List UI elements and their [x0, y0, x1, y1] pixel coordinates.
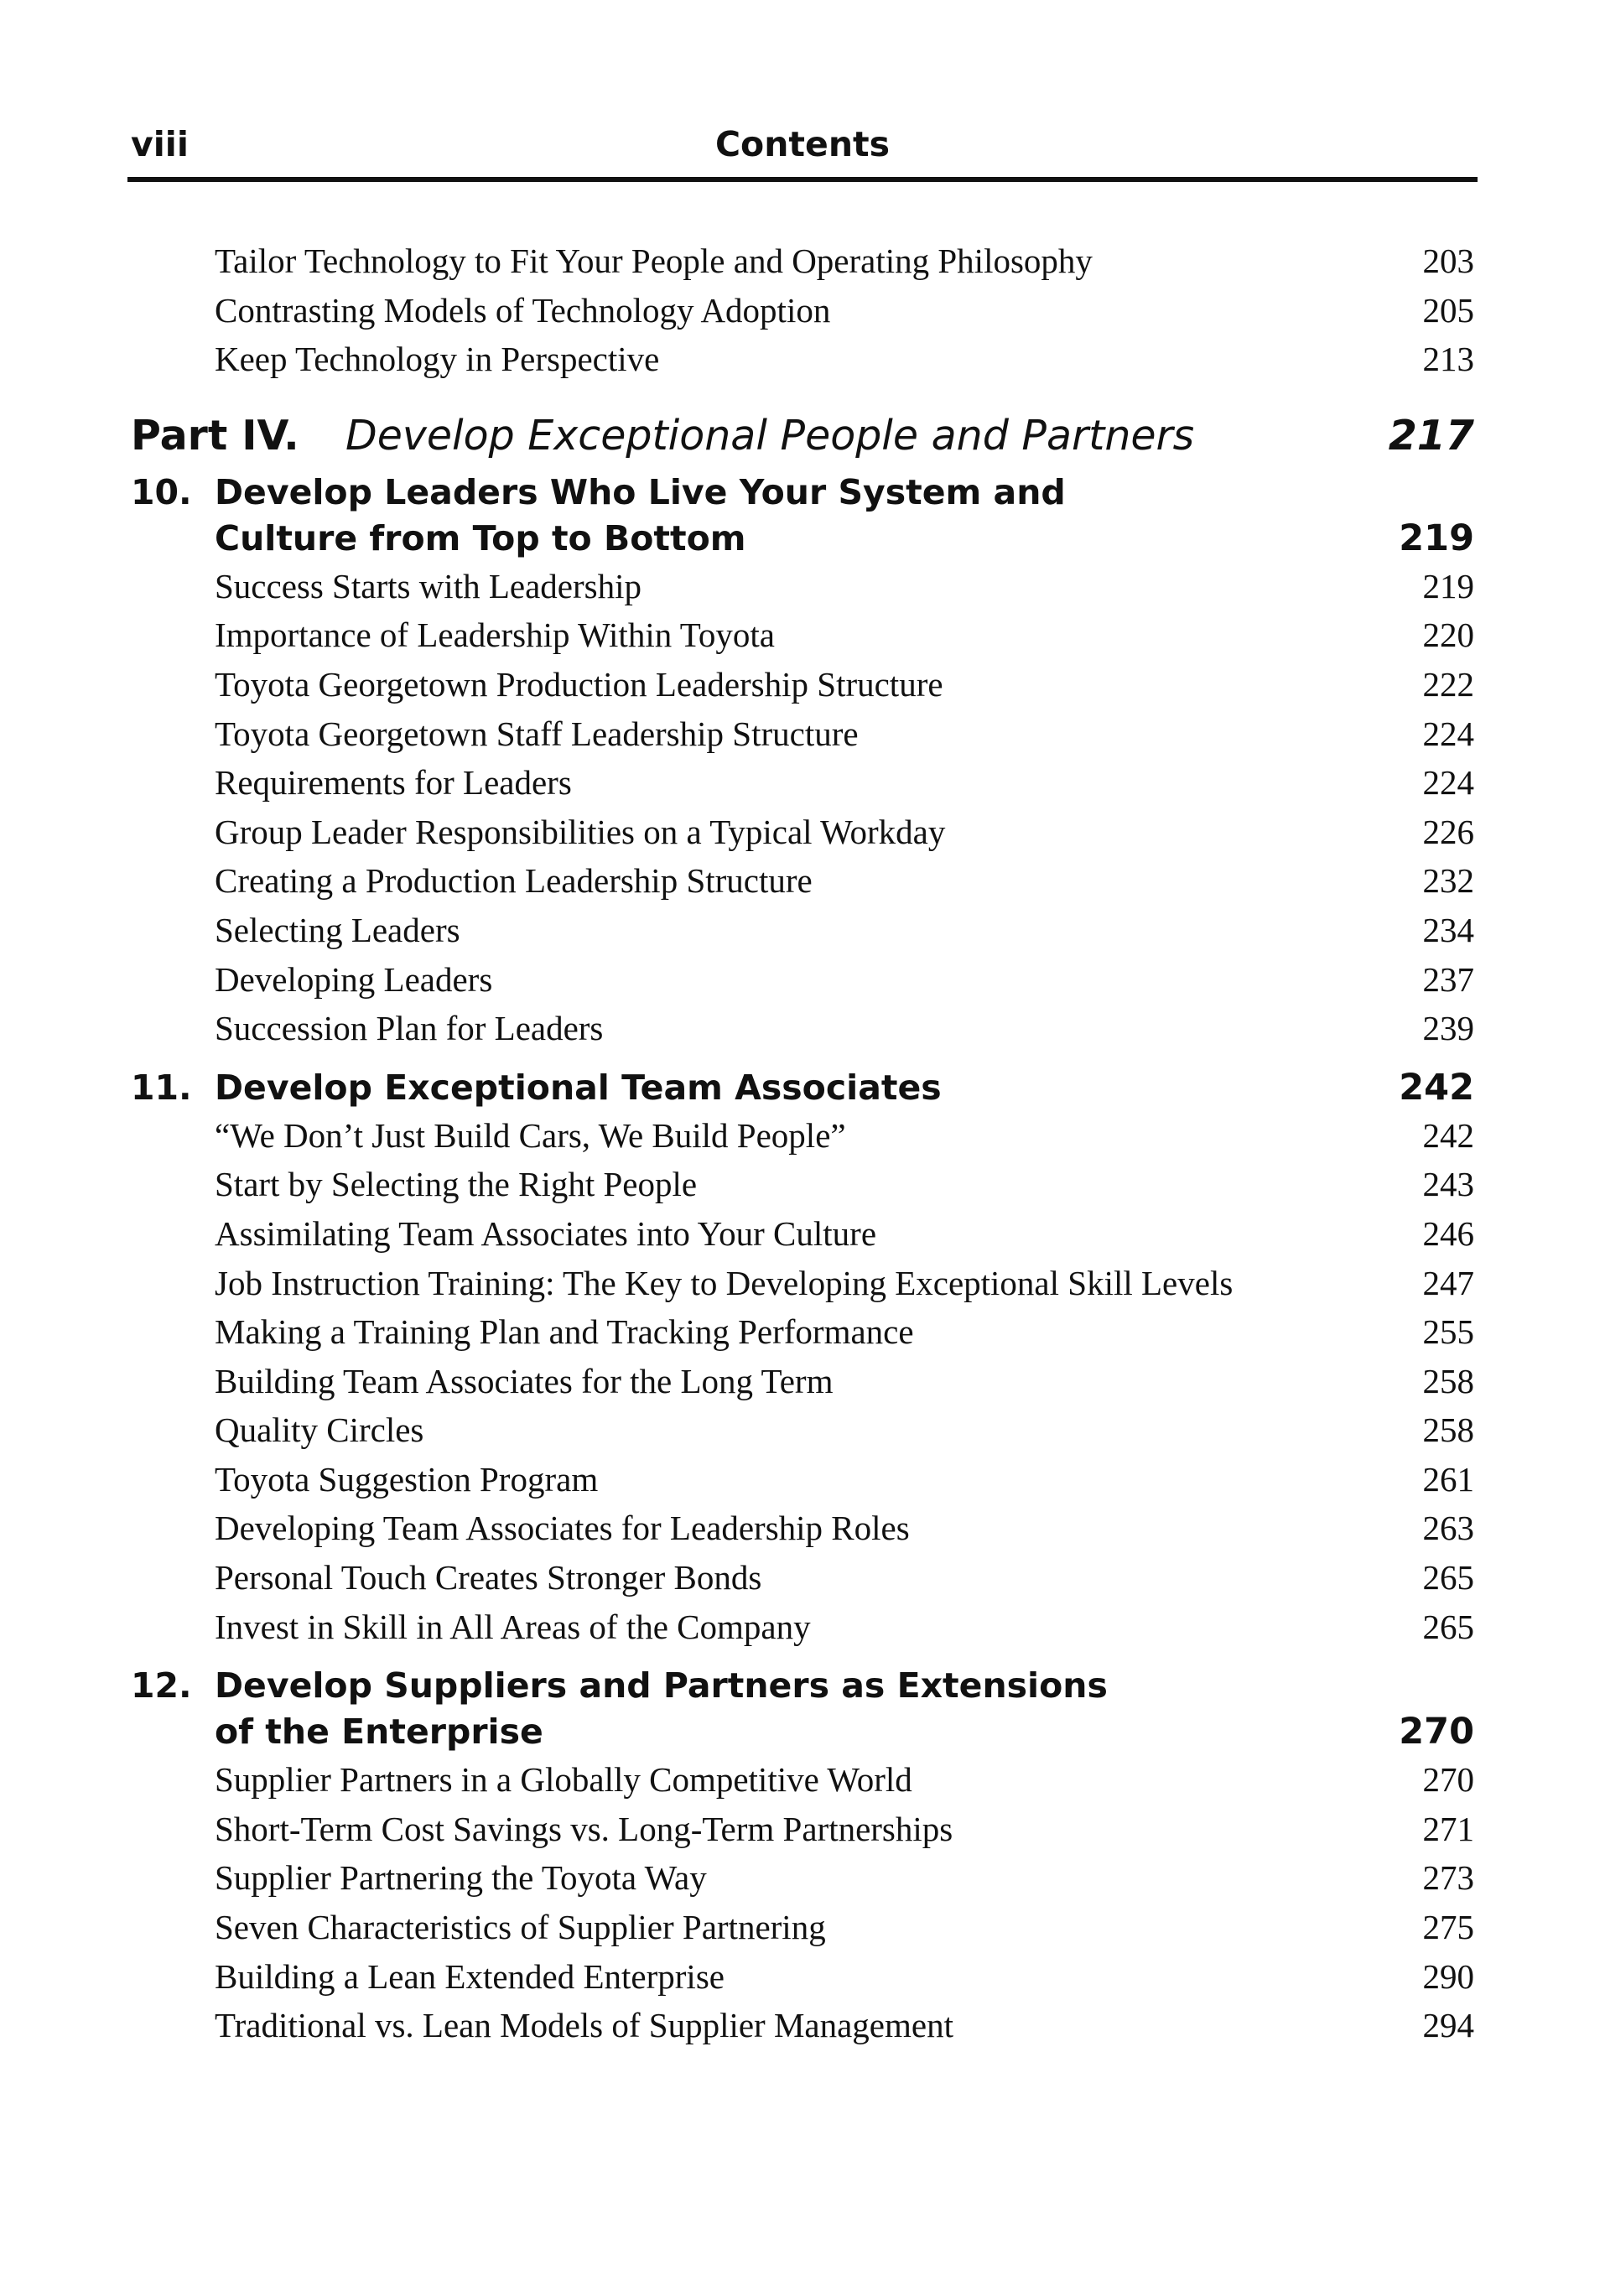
entry-title: Making a Training Plan and Tracking Performance [215, 1312, 914, 1352]
entry-title: Seven Characteristics of Supplier Partnering [215, 1908, 826, 1947]
chapter-entries-12 [127, 1755, 1478, 2050]
entry-page: 258 [1422, 1361, 1474, 1400]
chapter-number: 10. [131, 471, 192, 512]
entry-title: Traditional vs. Lean Models of Supplier Management [215, 2006, 953, 2045]
toc-entry[interactable] [127, 1553, 1478, 1603]
chapter-number: 11. [131, 1067, 192, 1108]
toc-entry[interactable] [127, 906, 1478, 955]
entry-page: 243 [1422, 1165, 1474, 1204]
toc-entry[interactable] [127, 562, 1478, 611]
entry-page: 247 [1422, 1263, 1474, 1302]
toc-entry[interactable] [127, 2001, 1478, 2050]
entry-page: 234 [1422, 910, 1474, 949]
toc-entry[interactable] [127, 335, 1478, 384]
entry-title: Developing Leaders [215, 959, 493, 999]
entry-title: Importance of Leadership Within Toyota [215, 616, 775, 655]
entry-title: Job Instruction Training: The Key to Developing Exceptional Skill Levels [215, 1263, 1234, 1302]
toc-entry[interactable] [127, 236, 1478, 286]
toc-entry[interactable] [127, 1160, 1478, 1209]
entry-page: 239 [1422, 1009, 1474, 1048]
entry-title: Requirements for Leaders [215, 763, 572, 803]
entry-title: Toyota Suggestion Program [215, 1459, 599, 1499]
entry-page: 219 [1422, 566, 1474, 605]
entry-page: 203 [1422, 242, 1474, 280]
entry-title: Supplier Partners in a Globally Competitive World [215, 1760, 912, 1800]
chapter-entries-10 [127, 562, 1478, 1053]
entry-title: Group Leader Responsibilities on a Typical Workday [215, 812, 946, 851]
entry-page: 224 [1422, 763, 1474, 803]
chapter-title-line2: Culture from Top to Bottom [215, 517, 746, 558]
entry-page: 237 [1422, 959, 1474, 999]
entry-title: Start by Selecting the Right People [215, 1165, 698, 1204]
toc-entry[interactable] [127, 1603, 1478, 1652]
part-heading[interactable] [127, 406, 1478, 466]
entry-page: 205 [1422, 290, 1474, 330]
entry-page: 220 [1422, 616, 1474, 655]
entry-title: Succession Plan for Leaders [215, 1009, 604, 1048]
toc-entry[interactable] [127, 856, 1478, 906]
entry-title: Quality Circles [215, 1410, 424, 1450]
chapter-page: 219 [1399, 517, 1474, 559]
chapter-title-line1: Develop Leaders Who Live Your System and [215, 471, 1066, 512]
chapter-title-line1: Develop Exceptional Team Associates [215, 1067, 942, 1108]
toc-entry[interactable] [127, 1952, 1478, 2002]
entry-page: 290 [1422, 1956, 1474, 1996]
toc-entry[interactable] [127, 1755, 1478, 1805]
entry-page: 270 [1422, 1760, 1474, 1800]
entry-title: Tailor Technology to Fit Your People and Operating Philosophy [215, 242, 1093, 280]
entry-title: Invest in Skill in All Areas of the Company [215, 1607, 811, 1646]
chapter-page: 242 [1399, 1066, 1474, 1109]
toc-entry[interactable] [127, 610, 1478, 660]
toc-entry[interactable] [127, 660, 1478, 709]
entry-page: 224 [1422, 714, 1474, 753]
toc-entry[interactable] [127, 1903, 1478, 1952]
entry-page: 294 [1422, 2006, 1474, 2045]
chapter-heading-11[interactable] [127, 1065, 1478, 1111]
chapter-entries-11 [127, 1111, 1478, 1652]
chapter-heading-10[interactable] [127, 470, 1478, 562]
entry-page: 263 [1422, 1509, 1474, 1548]
entry-page: 246 [1422, 1213, 1474, 1253]
toc-entry[interactable] [127, 808, 1478, 857]
toc-entry[interactable] [127, 286, 1478, 335]
toc-entry[interactable] [127, 758, 1478, 808]
entry-title: Toyota Georgetown Staff Leadership Structure [215, 714, 859, 753]
chapter-heading-12[interactable] [127, 1663, 1478, 1755]
toc-entry[interactable] [127, 709, 1478, 759]
entry-page: 226 [1422, 812, 1474, 851]
entry-title: Building a Lean Extended Enterprise [215, 1956, 725, 1996]
entry-page: 273 [1422, 1858, 1474, 1898]
running-head [127, 117, 1478, 168]
entry-title: Creating a Production Leadership Structure [215, 861, 813, 901]
entry-page: 232 [1422, 861, 1474, 901]
entry-page: 213 [1422, 340, 1474, 379]
chapter-title-line1: Develop Suppliers and Partners as Extensions [215, 1665, 1108, 1706]
entry-title: Assimilating Team Associates into Your Culture [215, 1213, 877, 1253]
chapter-page: 270 [1399, 1711, 1474, 1753]
entry-title: Success Starts with Leadership [215, 566, 641, 605]
entry-page: 271 [1422, 1809, 1474, 1848]
toc-entry[interactable] [127, 1455, 1478, 1504]
header-rule [127, 177, 1478, 182]
toc-entry[interactable] [127, 1357, 1478, 1406]
entry-page: 255 [1422, 1312, 1474, 1352]
entry-title: Building Team Associates for the Long Term [215, 1361, 834, 1400]
entry-title: Selecting Leaders [215, 910, 460, 949]
entry-title: Keep Technology in Perspective [215, 340, 660, 379]
toc-entry[interactable] [127, 1307, 1478, 1357]
entry-title: Personal Touch Creates Stronger Bonds [215, 1558, 762, 1597]
page-title: Contents [714, 124, 891, 164]
toc-entry[interactable] [127, 1111, 1478, 1161]
part-title: Develop Exceptional People and Partners [345, 411, 1195, 460]
toc-entry[interactable] [127, 1004, 1478, 1053]
chapter-number: 12. [131, 1665, 192, 1706]
toc-entry[interactable] [127, 955, 1478, 1005]
lead-entries [127, 236, 1478, 384]
chapter-title-line2: of the Enterprise [215, 1712, 543, 1753]
entry-title: Toyota Georgetown Production Leadership Structure [215, 664, 943, 704]
entry-title: Supplier Partnering the Toyota Way [215, 1858, 707, 1898]
toc-entry[interactable] [127, 1805, 1478, 1854]
entry-title: Short-Term Cost Savings vs. Long-Term Partnerships [215, 1809, 953, 1848]
toc-entry[interactable] [127, 1504, 1478, 1553]
entry-page: 275 [1422, 1908, 1474, 1947]
toc-entry[interactable] [127, 1209, 1478, 1259]
entry-page: 222 [1422, 664, 1474, 704]
entry-title: “We Don’t Just Build Cars, We Build People” [215, 1115, 846, 1155]
entry-title: Contrasting Models of Technology Adoption [215, 290, 831, 330]
part-label: Part IV. [131, 411, 299, 460]
entry-page: 242 [1422, 1115, 1474, 1155]
toc-entry[interactable] [127, 1405, 1478, 1455]
contents-page [127, 0, 1478, 2296]
entry-page: 265 [1422, 1558, 1474, 1597]
entry-page: 258 [1422, 1410, 1474, 1450]
table-of-contents [127, 236, 1478, 2050]
entry-title: Developing Team Associates for Leadership Roles [215, 1509, 910, 1548]
page-folio: viii [131, 124, 189, 164]
entry-page: 265 [1422, 1607, 1474, 1646]
part-page: 217 [1388, 411, 1474, 460]
toc-entry[interactable] [127, 1259, 1478, 1308]
toc-entry[interactable] [127, 1853, 1478, 1903]
entry-page: 261 [1422, 1459, 1474, 1499]
